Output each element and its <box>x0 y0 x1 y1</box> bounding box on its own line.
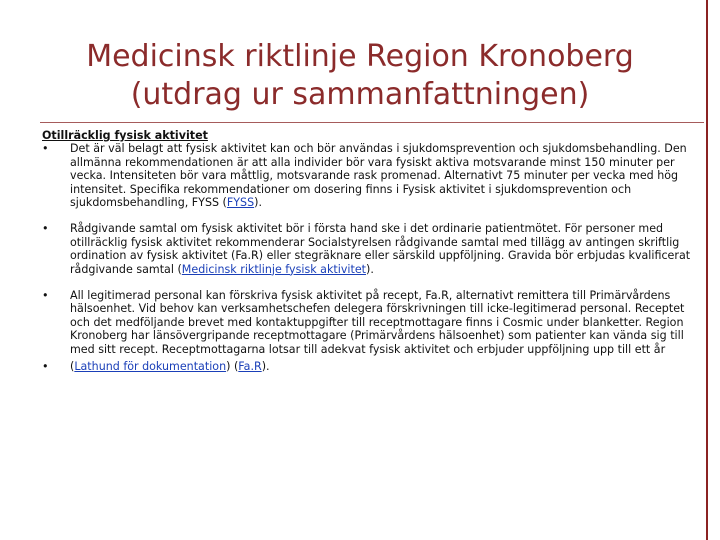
bullet-text-end: ). <box>254 196 262 210</box>
bullet-icon: • <box>42 360 49 374</box>
link-far[interactable]: Fa.R <box>238 360 262 374</box>
bullet-text: All legitimerad personal kan förskriva fysisk aktivitet på recept, Fa.R, alternativt remittera till Primärvårdens hälsoenhet. Vid behov kan verksamhetschefen delegera förskrivningen till icke-legitimerad personal. Receptet och det medföljande brevet med kontaktuppgifter till receptmottagare finns i Cosmic under blanketter. Region Kronoberg har länsövergripande receptmottagare (Primärvårdens hälsoenhet) som patienter kan vända sig till med sitt recept. Receptmottagarna lotsar till adekvat fysisk aktivitet och erbjuder uppföljning upp till ett år <box>70 289 685 356</box>
slide-title <box>20 38 700 114</box>
bullet-text: Det är väl belagt att fysisk aktivitet kan och bör användas i sjukdomsprevention och sjukdomsbehandling. Den allmänna rekommendationen är att alla individer bör vara fysiskt aktiva motsvarande minst 150 minuter per vecka. Intensiteten bör vara måttlig, motsvarande rask promenad. Alternativt 75 minuter per vecka med hög intensitet. Specifika rekommendationer om dosering finns i Fysisk aktivitet i sjukdomsprevention och sjukdomsbehandling, FYSS ( <box>70 142 687 210</box>
bullet-text: Rådgivande samtal om fysisk aktivitet bör i första hand ske i det ordinarie patientmötet. För personer med otillräcklig fysisk aktivitet rekommenderar Socialstyrelsen rådgivande samtal med tillägg av antingen skriftlig ordination av fysisk aktivitet (Fa.R) eller stegräknare eller särskild uppföljning. Gravida bör erbjudas kvalificerat rådgivande samtal ( <box>70 222 691 276</box>
section-heading: Otillräcklig fysisk aktivitet <box>42 129 208 142</box>
bullet-item-4 <box>42 360 692 373</box>
bullet-text: ) ( <box>226 360 239 374</box>
link-fyss[interactable]: FYSS <box>226 196 255 210</box>
bullet-icon: • <box>42 222 49 236</box>
bullet-list <box>42 142 692 373</box>
right-edge-rule <box>706 0 708 540</box>
title-line-1: Medicinsk riktlinje Region Kronoberg <box>86 39 634 75</box>
bullet-item-2 <box>42 222 692 276</box>
bullet-icon: • <box>42 289 49 303</box>
bullet-item-1 <box>42 142 692 209</box>
bullet-icon: • <box>42 142 49 156</box>
title-divider <box>40 122 704 123</box>
bullet-text: ( <box>70 360 75 374</box>
bullet-text-end: ). <box>366 262 374 276</box>
title-line-2: (utdrag ur sammanfattningen) <box>130 77 590 113</box>
bullet-text-end: ). <box>261 360 270 374</box>
content-body <box>42 129 692 374</box>
bullet-item-3 <box>42 289 692 356</box>
link-lathund[interactable]: Lathund för dokumentation <box>74 360 227 374</box>
link-medicinsk-riktlinje[interactable]: Medicinsk riktlinje fysisk aktivitet <box>181 262 367 276</box>
